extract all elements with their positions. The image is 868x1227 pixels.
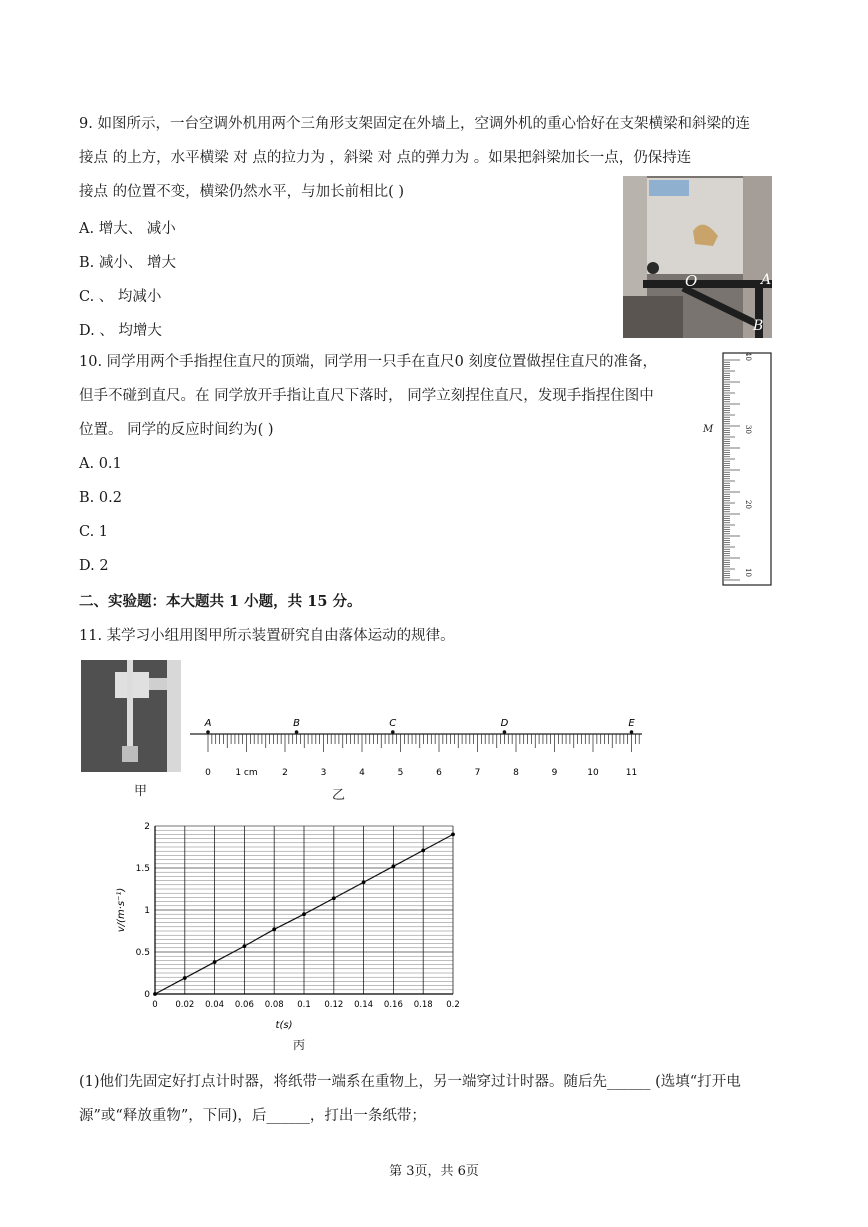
chart-x-tick-label: 0.06 xyxy=(234,1000,254,1010)
chart-data-point xyxy=(213,960,217,964)
figure-jia-caption: 甲 xyxy=(134,784,148,799)
chart-x-tick-label: 0.1 xyxy=(297,1000,311,1010)
chart-x-tick-label: 0.12 xyxy=(324,1000,344,1010)
q10-option-d: D. 2 xyxy=(79,558,109,574)
chart-x-tick-label: 0.16 xyxy=(383,1000,403,1010)
chart-y-label: v/(m·s⁻¹) xyxy=(116,887,127,933)
tape-point-label: E xyxy=(628,718,635,729)
chart-x-tick-label: 0.2 xyxy=(446,1000,460,1010)
chart-data-point xyxy=(421,848,425,852)
tape-scale-label: 7 xyxy=(474,768,481,778)
tape-scale-label: 3 xyxy=(320,768,327,778)
section-2-heading: 二、实验题：本大题共 1 小题，共 15 分。 xyxy=(79,593,362,610)
chart-data-point xyxy=(451,833,455,837)
chart-x-tick-label: 0.04 xyxy=(205,1000,225,1010)
tape-scale-label: 0 xyxy=(205,768,211,778)
ruler-mark-30: 30 xyxy=(744,425,752,434)
chart-x-tick-label: 0 xyxy=(152,1000,158,1010)
tape-scale-label: 6 xyxy=(436,768,442,778)
chart-y-tick-label: 1.5 xyxy=(135,864,150,874)
q10-option-b: B. 0.2 xyxy=(79,490,122,506)
q9-line-1: 9. 如图所示，一台空调外机用两个三角形支架固定在外墙上，空调外机的重心恰好在支架横梁和斜梁的连 xyxy=(79,116,750,132)
q9-line-2: 接点 的上方，水平横梁 对 点的拉力为 ，斜梁 对 点的弹力为 。如果把斜梁加长一点，仍保持连 xyxy=(79,150,692,166)
vt-chart xyxy=(110,812,470,1042)
tape-point-label: C xyxy=(389,718,397,729)
tape-point-D xyxy=(503,730,507,734)
tape-ruler xyxy=(190,712,650,784)
tape-scale-label: 8 xyxy=(513,768,519,778)
ac-label-b: B xyxy=(753,318,764,334)
q11-part1-line-1: (1)他们先固定好打点计时器，将纸带一端系在重物上，另一端穿过计时器。随后先______ (选填“打开电 xyxy=(79,1074,741,1090)
ruler-label-m: M xyxy=(703,424,714,435)
q9-line-3: 接点 的位置不变，横梁仍然水平，与加长前相比( ) xyxy=(79,184,405,200)
chart-x-tick-label: 0.02 xyxy=(175,1000,195,1010)
tape-scale-label: 2 xyxy=(282,768,288,778)
tape-scale-label: 1 cm xyxy=(235,768,258,778)
tape-scale-label: 11 xyxy=(625,768,638,778)
ac-unit-photo-drawing xyxy=(623,176,772,338)
tape-point-label: B xyxy=(293,718,300,729)
chart-data-point xyxy=(153,992,157,996)
chart-y-tick-label: 2 xyxy=(144,822,150,832)
ruler-mark-10: 10 xyxy=(744,568,752,577)
tape-scale-label: 5 xyxy=(397,768,404,778)
tape-point-A xyxy=(206,730,210,734)
q9-option-b: B. 减小、 增大 xyxy=(79,255,176,271)
chart-y-tick-label: 1 xyxy=(144,906,150,916)
q9-option-d: D. 、 均增大 xyxy=(79,323,162,339)
page-footer: 第 3页，共 6页 xyxy=(389,1164,479,1179)
q10-option-c: C. 1 xyxy=(79,524,109,540)
tape-point-label: A xyxy=(204,718,212,729)
tape-point-label: D xyxy=(500,718,509,729)
vertical-ruler xyxy=(722,352,774,587)
q9-option-a: A. 增大、 减小 xyxy=(79,221,176,237)
q10-line-3: 位置。 同学的反应时间约为( ) xyxy=(79,422,274,438)
q11-intro: 11. 某学习小组用图甲所示装置研究自由落体运动的规律。 xyxy=(79,628,455,644)
q10-line-1: 10. 同学用两个手指捏住直尺的顶端，同学用一只手在直尺0 刻度位置做捏住直尺的准备， xyxy=(79,354,657,370)
figure-yi-caption: 乙 xyxy=(332,788,346,803)
ruler-mark-20: 20 xyxy=(744,500,752,509)
apparatus-photo xyxy=(81,660,181,772)
chart-data-point xyxy=(362,880,366,884)
figure-bing-caption: 丙 xyxy=(293,1038,306,1052)
q9-option-c: C. 、 均减小 xyxy=(79,289,162,305)
chart-x-tick-label: 0.18 xyxy=(413,1000,433,1010)
ac-label-o: O xyxy=(685,272,698,290)
q10-option-a: A. 0.1 xyxy=(79,456,122,472)
chart-y-tick-label: 0.5 xyxy=(135,948,150,958)
chart-x-tick-label: 0.14 xyxy=(354,1000,374,1010)
tape-scale-label: 10 xyxy=(587,768,599,778)
ruler-mark-40: 40 xyxy=(744,352,752,361)
tape-scale-label: 4 xyxy=(359,768,365,778)
chart-data-point xyxy=(243,944,247,948)
tape-point-C xyxy=(391,730,395,734)
tape-point-B xyxy=(295,730,299,734)
apparatus-photo-drawing xyxy=(81,660,181,772)
chart-data-point xyxy=(392,864,396,868)
chart-data-point xyxy=(332,896,336,900)
chart-data-point xyxy=(183,976,187,980)
ac-unit-photo xyxy=(623,176,772,338)
ac-label-a: A xyxy=(761,272,772,288)
chart-x-tick-label: 0.08 xyxy=(264,1000,284,1010)
q11-part1-line-2: 源”或“释放重物”，下同)，后______，打出一条纸带； xyxy=(79,1108,426,1124)
chart-data-point xyxy=(302,912,306,916)
chart-y-tick-label: 0 xyxy=(144,990,150,1000)
q10-line-2: 但手不碰到直尺。在 同学放开手指让直尺下落时， 同学立刻捏住直尺，发现手指捏住图中 xyxy=(79,388,654,404)
chart-data-point xyxy=(272,927,276,931)
chart-x-label: t(s) xyxy=(275,1020,293,1031)
tape-scale-label: 9 xyxy=(551,768,558,778)
tape-point-E xyxy=(630,730,634,734)
